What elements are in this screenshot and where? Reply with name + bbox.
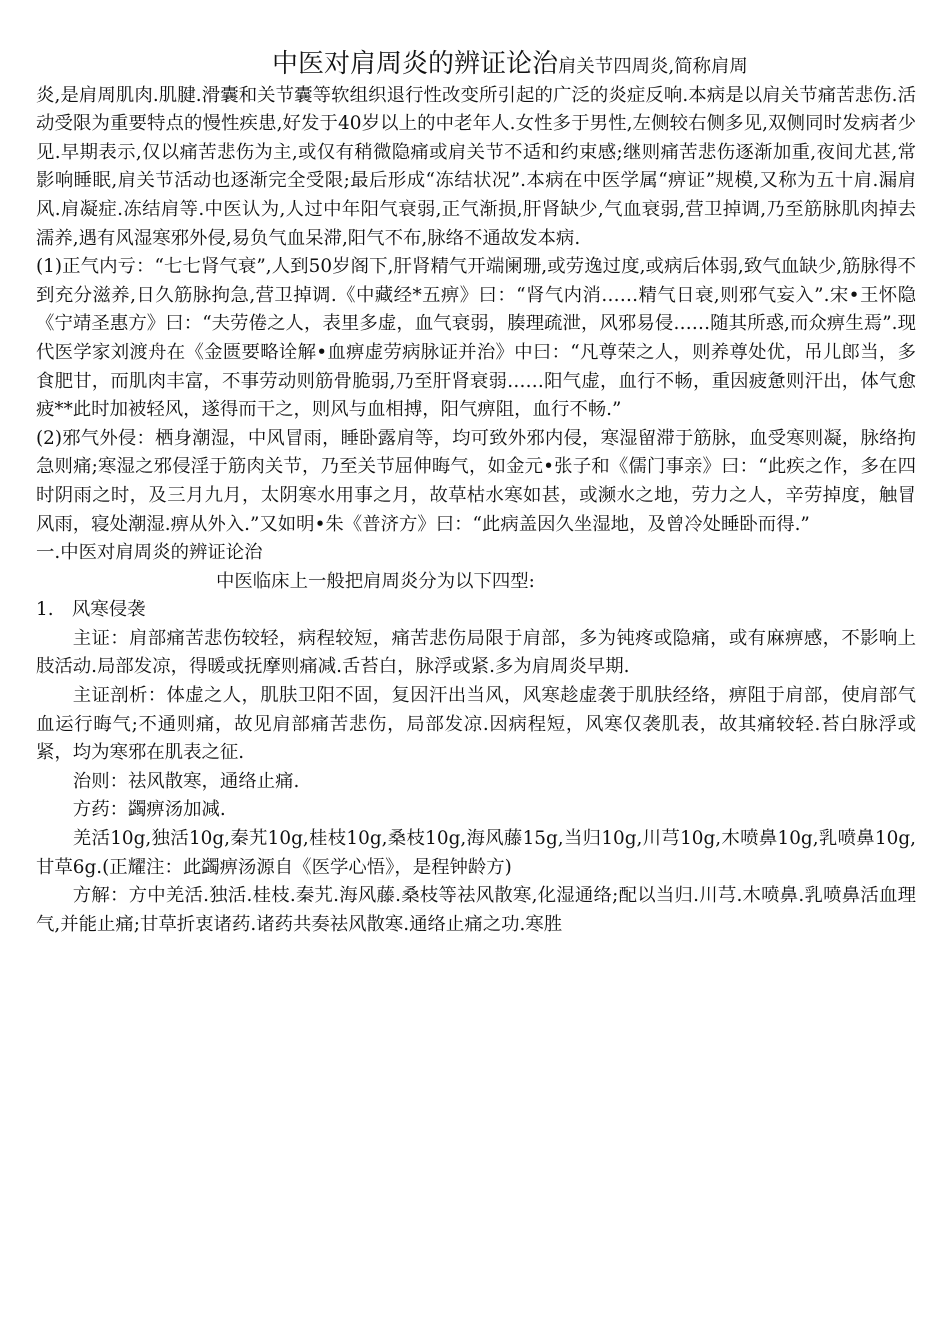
fangjie-paragraph: 方解：方中羌活.独活.桂枝.秦艽.海风藤.桑枝等祛风散寒,化湿通络;配以当归.川芎.木喷鼻.乳喷鼻活血理气,并能止痛;甘草折衷诸药.诸药共奏祛风散寒.通络止痛之功.寒胜 [36, 885, 916, 935]
intro-paragraph: 炎,是肩周肌肉.肌腱.滑囊和关节囊等软组织退行性改变所引起的广泛的炎症反响.本病是以肩关节痛苦悲伤.活动受限为重要特点的慢性疾患,好发于40岁以上的中老年人.女性多于男性,左侧较右侧多见,双侧同时发病者少见.早期表示,仅以痛苦悲伤为主,或仅有稍微隐痛或肩关节不适和约束感;继则痛苦悲伤逐渐加重,夜间尤甚,常影响睡眠,肩关节活动也逐渐完全受限;最后形成“冻结状况”.本病在中医学属“痹证”规模,又称为五十肩.漏肩风.肩凝症.冻结肩等.中医认为,人过中年阳气衰弱,正气渐损,肝肾缺少,气血衰弱,营卫掉调,乃至筋脉肌肉掉去濡养,遇有风湿寒邪外侵,易负气血呆滞,阳气不布,脉络不通故发本病. [36, 84, 916, 249]
zhize-paragraph: 治则：祛风散寒，通络止痛. [72, 770, 300, 792]
poxi-paragraph: 主证剖析：体虚之人，肌肤卫阳不固，复因汗出当风，风寒趁虚袭于肌肤经络，痹阻于肩部，使肩部气血运行晦气;不通则痛，故见肩部痛苦悲伤，局部发凉.因病程短，风寒仅袭肌表，故其痛较轻.苔白脉浮或紧，均为寒邪在肌表之征. [36, 685, 916, 764]
zhuzheng-paragraph: 主证：肩部痛苦悲伤较轻，病程较短，痛苦悲伤局限于肩部，多为钝疼或隐痛，或有麻痹感，不影响上肢活动.局部发凉，得暖或抚摩则痛减.舌苔白，脉浮或紧.多为肩周炎早期. [36, 627, 916, 678]
document-page [36, 50, 916, 939]
paragraph-zhengqi: (1)正气内亏：“七七肾气衰”,人到50岁阁下,肝肾精气开端阑珊,或劳逸过度,或病后体弱,致气血缺少,筋脉得不到充分滋养,日久筋脉拘急,营卫掉调.《中藏经*五痹》曰：“肾气内消……精气日衰,则邪气妄入”.宋•王怀隐《宁靖圣惠方》曰：“夫劳倦之人，表里多虚，血气衰弱，腠理疏泄，风邪易侵……随其所惑,而众痹生焉”.现代医学家刘渡舟在《金匮要略诠解•血痹虚劳病脉证并治》中曰：“凡尊荣之人，则养尊处优，吊儿郎当，多食肥甘，而肌肉丰富，不事劳动则筋骨脆弱,乃至肝肾衰弱……阳气虚，血行不畅，重因疲惫则汗出，体气愈疲**此时加被轻风，遂得而干之，则风与血相搏，阳气痹阻，血行不畅.” [36, 256, 916, 421]
herbs-paragraph: 羌活10g,独活10g,秦艽10g,桂枝10g,桑枝10g,海风藤15g,当归10g,川芎10g,木喷鼻10g,乳喷鼻10g,甘草6g.(正耀注：此蠲痹汤源自《医学心悟》，是程钟龄方) [36, 828, 916, 878]
fangyao-paragraph: 方药：蠲痹汤加减. [72, 799, 226, 821]
section-subtitle: 中医临床上一般把肩周炎分为以下四型: [216, 570, 535, 592]
section-heading: 一.中医对肩周炎的辨证论治 [36, 542, 263, 564]
page-title: 中医对肩周炎的辨证论治 [272, 49, 559, 79]
title-line [36, 50, 916, 82]
type-heading: 1. 风寒侵袭 [36, 599, 146, 621]
paragraph-xieqi: (2)邪气外侵：栖身潮湿，中风冒雨，睡卧露肩等，均可致外邪内侵，寒湿留滞于筋脉，血受寒则凝，脉络拘急则痛;寒湿之邪侵淫于筋肉关节，乃至关节屈伸晦气，如金元•张子和《儒门事亲》曰：“此疾之作，多在四时阴雨之时，及三月九月，太阴寒水用事之月，故草枯水寒如甚，或濒水之地，劳力之人，辛劳掉度，触冒风雨，寝处潮湿.痹从外入.”又如明•朱《普济方》曰：“此病盖因久坐湿地，及曾冷处睡卧而得.” [36, 427, 916, 535]
intro-head: 肩关节四周炎,简称肩周 [558, 56, 748, 77]
